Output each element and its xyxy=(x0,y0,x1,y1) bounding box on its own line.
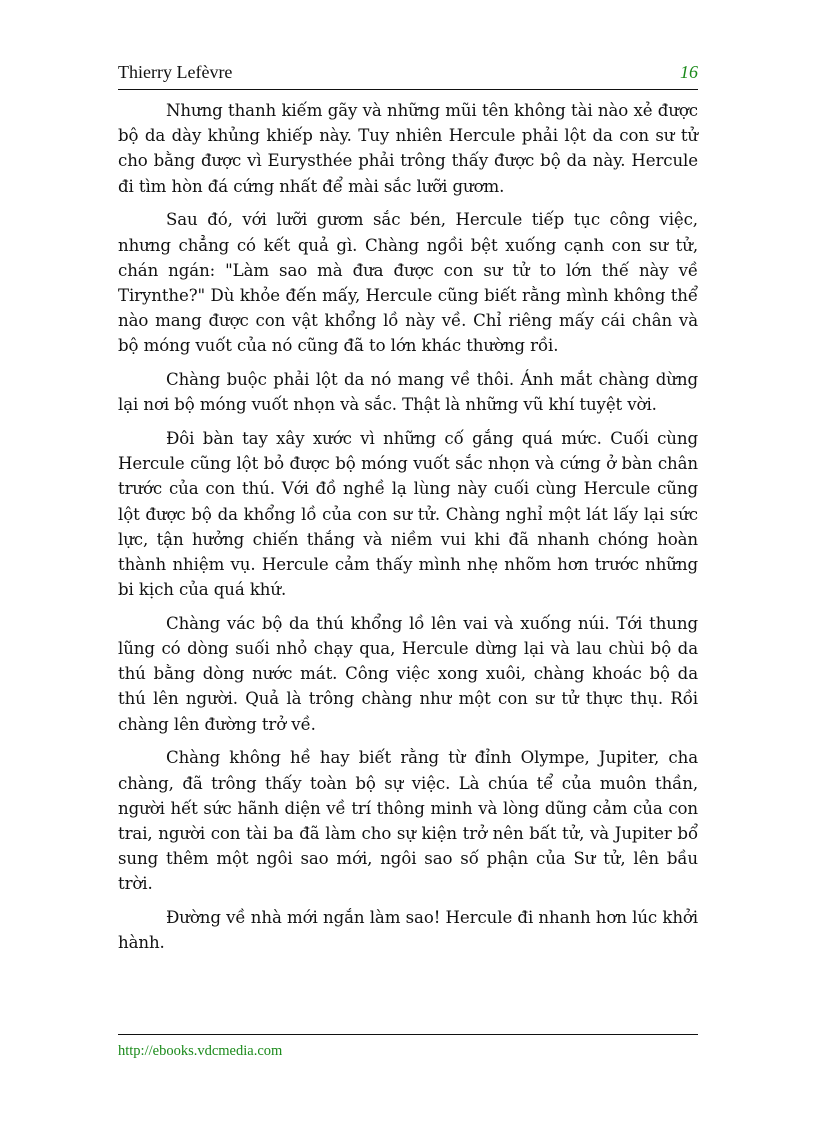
paragraph: Chàng không hề hay biết rằng từ đỉnh Olympe, Jupiter, cha chàng, đã trông thấy toàn bộ sự việc. Là chúa tể của muôn thần, người hết sức hãnh diện về trí thông minh và lòng dũng cảm của con trai, người con tài ba đã làm cho sự kiện trở nên bất tử, và Jupiter bổ sung thêm một ngôi sao mới, ngôi sao số phận của Sư tử, lên bầu trời. xyxy=(118,748,698,894)
paragraph: Đường về nhà mới ngắn làm sao! Hercule đi nhanh hơn lúc khởi hành. xyxy=(118,908,698,953)
page-header xyxy=(118,62,698,88)
header-divider xyxy=(118,89,698,90)
paragraph: Nhưng thanh kiếm gãy và những mũi tên không tài nào xẻ được bộ da dày khủng khiếp này. Tuy nhiên Hercule phải lột da con sư tử cho bằng được vì Eurysthée phải trông thấy được bộ da này. Hercule đi tìm hòn đá cứng nhất để mài sắc lưỡi gươm. xyxy=(118,101,698,196)
footer-website-link[interactable]: http://ebooks.vdcmedia.com xyxy=(118,1043,283,1059)
paragraph: Chàng vác bộ da thú khổng lồ lên vai và xuống núi. Tới thung lũng có dòng suối nhỏ chạy qua, Hercule dừng lại và lau chùi bộ da thú bằng dòng nước mát. Công việc xong xuôi, chàng khoác bộ da thú lên người. Quả là trông chàng như một con sư tử thực thụ. Rồi chàng lên đường trở về. xyxy=(118,613,698,734)
page-body xyxy=(118,98,698,964)
paragraph: Đôi bàn tay xây xước vì những cố gắng quá mức. Cuối cùng Hercule cũng lột bỏ được bộ móng vuốt sắc nhọn và cứng ở bàn chân trước của con thú. Với đồ nghề lạ lùng này cuối cùng Hercule cũng lột được bộ da khổng lồ của con sư tử. Chàng nghỉ một lát lấy lại sức lực, tận hưởng chiến thắng và niềm vui khi đã nhanh chóng hoàn thành nhiệm vụ. Hercule cảm thấy mình nhẹ nhõm hơn trước những bi kịch của quá khứ. xyxy=(118,428,698,600)
paragraph: Sau đó, với lưỡi gươm sắc bén, Hercule tiếp tục công việc, nhưng chẳng có kết quả gì. Chàng ngồi bệt xuống cạnh con sư tử, chán ngán: "Làm sao mà đưa được con sư tử to lớn thế này về Tirynthe?" Dù khỏe đến mấy, Hercule cũng biết rằng mình không thể nào mang được con vật khổng lồ này về. Chỉ riêng mấy cái chân và bộ móng vuốt của nó cũng đã to lớn khác thường rồi. xyxy=(118,210,698,356)
paragraph: Chàng buộc phải lột da nó mang về thôi. Ánh mắt chàng dừng lại nơi bộ móng vuốt nhọn và sắc. Thật là những vũ khí tuyệt vời. xyxy=(118,370,698,415)
author-name: Thierry Lefèvre xyxy=(118,62,233,82)
footer-divider xyxy=(118,1034,698,1035)
page-number: 16 xyxy=(680,62,698,82)
